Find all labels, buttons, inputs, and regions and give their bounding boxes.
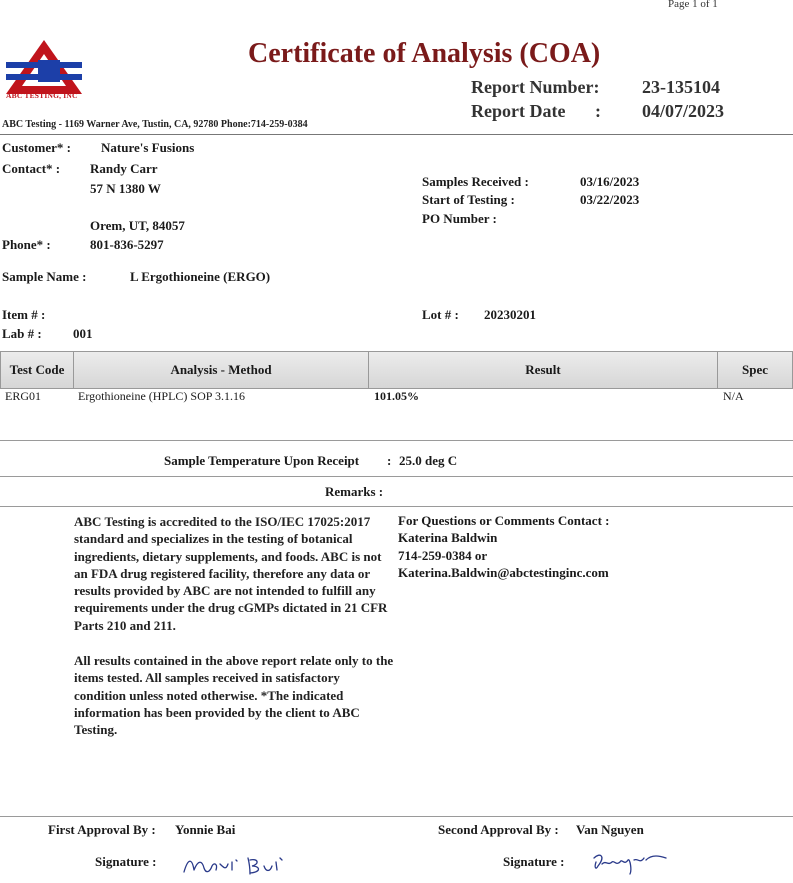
remarks-contact-email: Katerina.Baldwin@abctestinginc.com [398,565,609,580]
first-approval-label: First Approval By : [48,822,156,837]
temperature-label: Sample Temperature Upon Receipt [164,453,360,468]
column-header-test-code: Test Code [1,352,74,388]
contact-phone: 801-836-5297 [90,237,164,252]
customer-label: Customer* : [2,140,71,155]
lab-number: 001 [73,326,93,341]
contact-address-line2: Orem, UT, 84057 [90,218,185,233]
samples-received-date: 03/16/2023 [580,174,640,189]
temperature-divider [0,476,793,477]
phone-label: Phone* : [2,237,51,252]
contact-heading: For Questions or Comments Contact : [398,513,610,528]
samples-received-label: Samples Received : [422,174,529,189]
approvals-divider [0,816,793,817]
report-number-label: Report Number: [471,77,600,97]
sample-name: L Ergothioneine (ERGO) [130,269,271,284]
sample-name-label: Sample Name : [2,269,87,284]
report-date-colon: : [595,101,601,121]
first-approver-name: Yonnie Bai [175,822,236,837]
second-approver-name: Van Nguyen [576,822,644,837]
column-header-result: Result [369,352,718,388]
table-divider [0,440,793,441]
po-number-label: PO Number : [422,211,497,226]
logo-text: ABC TESTING, INC [6,91,78,100]
second-approval-label: Second Approval By : [438,822,559,837]
spec-cell: N/A [723,389,744,403]
report-number: 23-135104 [642,77,720,97]
test-code-cell: ERG01 [5,389,41,403]
report-date-label: Report Date [471,101,566,121]
first-signature-image [180,852,290,883]
remarks-contact-phone: 714-259-0384 or [398,548,488,563]
contact-label: Contact* : [2,161,61,176]
first-signature-label: Signature : [95,854,157,869]
column-header-spec: Spec [718,352,792,388]
start-testing-date: 03/22/2023 [580,192,640,207]
column-header-method: Analysis - Method [74,352,369,388]
lab-address: ABC Testing - 1169 Warner Ave, Tustin, CA, 92780 Phone:714-259-0384 [2,119,308,130]
item-number-label: Item # : [2,307,46,322]
contact-name: Randy Carr [90,161,158,176]
result-cell: 101.05% [374,389,419,403]
temperature-colon: : [387,453,392,468]
contact-address-line1: 57 N 1380 W [90,181,161,196]
header-divider [0,134,793,135]
lab-number-label: Lab # : [2,326,42,341]
page-number: Page 1 of 1 [668,0,718,10]
customer-name: Nature's Fusions [101,140,195,155]
start-testing-label: Start of Testing : [422,192,515,207]
accreditation-paragraph: ABC Testing is accredited to the ISO/IEC 17025:2017 standard and specializes in the testing of botanical ingredients, dietary supplements, and foods. ABC is not an FDA drug registered facility, therefore any data or results provided by ABC are not intended to fulfill any requirements under the drug cGMPs dictated in 21 CFR Parts 210 and 211. [74,514,388,633]
method-cell: Ergothioneine (HPLC) SOP 3.1.16 [78,389,245,403]
report-date: 04/07/2023 [642,101,725,121]
results-table-header [0,351,793,389]
second-signature-label: Signature : [503,854,565,869]
remarks-label: Remarks : [325,484,384,499]
remarks-divider [0,506,793,507]
lot-number: 20230201 [484,307,536,322]
remarks-contact-name: Katerina Baldwin [398,530,498,545]
second-signature-image [590,848,670,881]
document-title: Certificate of Analysis (COA) [248,38,601,69]
results-disclaimer-paragraph: All results contained in the above report relate only to the items tested. All samples received in satisfactory condition unless noted otherwise. *The indicated information has been provided by the client to ABC Testing. [74,653,394,738]
temperature-value: 25.0 deg C [399,453,458,468]
lot-number-label: Lot # : [422,307,459,322]
